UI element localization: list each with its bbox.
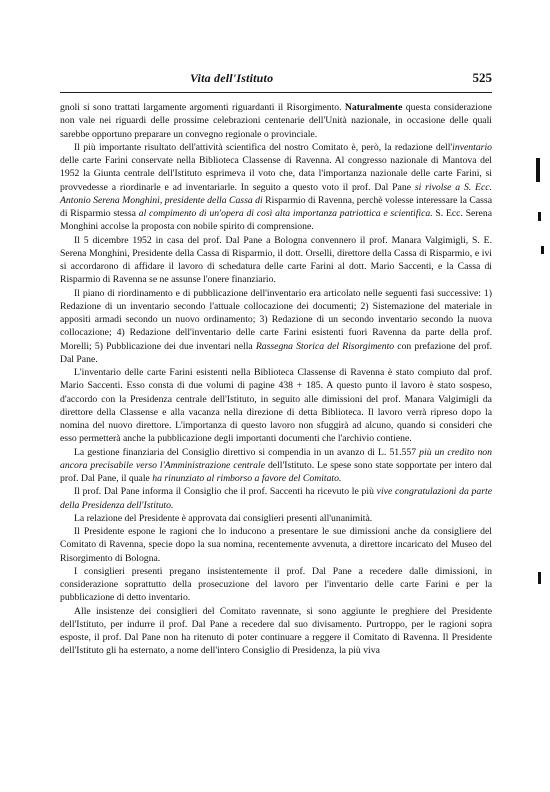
paragraph — [60, 366, 492, 446]
bold-text: Naturalmente — [344, 102, 403, 113]
text-run: I consiglieri presenti pregano insistentemente il prof. Dal Pane a recedere dalle dimissioni, in considerazione soprattutto della prosecuzione del lavoro per l'inventario delle carte Farini e per la pubblicazione di detto inventario. — [60, 565, 492, 604]
text-run: La gestione finanziaria del Consiglio direttivo si compendia in un avanzo di L. 51.557 — [74, 446, 420, 458]
paragraph — [60, 101, 492, 141]
margin-mark — [538, 212, 541, 221]
text-run: Risparmio di Ravenna, perchè volesse interessare la Cassa di Risparmio stessa — [60, 194, 492, 219]
paragraph — [60, 446, 492, 486]
text-run: Il prof. Dal Pane informa il Consiglio che il prof. Saccenti ha ricevuto le più — [74, 486, 377, 498]
text-run: Il più importante risultato dell'attività scientifica del nostro Comitato è, però, la redazione dell' — [74, 141, 453, 153]
margin-mark — [541, 246, 544, 254]
paragraph — [60, 512, 492, 525]
italic-text: più un credito non ancora precisabile verso l'Amministrazione centrale — [60, 446, 492, 471]
text-run: Il Presidente espone le ragioni che lo inducono a presentare le sue dimissioni anche da consigliere del Comitato di Ravenna, specie dopo la sua nomina, recentemente avvenuta, a direttore incaricato del Museo del Risorgimento di Bologna. — [60, 526, 492, 564]
paragraph — [60, 141, 492, 234]
text-run: L'inventario delle carte Farini esistenti nella Biblioteca Classense di Ravenna è stato compiuto dal prof. Mario Saccenti. Esso consta di due volumi di pagine 438 + 185. A questo punto il lavoro è stato sospeso, d'accordo con la Presidenza centrale dell'Istituto, in seguito alle dimissioni del prof. Manara Valgimigli da direttore della Classense e alla vacanza nella direzione di detta Biblioteca. Il lavoro verrà ripreso dopo la nomina del nuovo direttore. L'importanza di questo lavoro non sfuggirà ad alcuno, quando si consideri che esso permetterà anche la pubblicazione degli importanti documenti che l'archivio contiene. — [60, 367, 492, 445]
italic-text: si rivolse a S. Ecc. Antonio Serena Monghini, presidente della Cassa di — [60, 181, 492, 206]
text-run: delle carte Farini conservate nella Biblioteca Classense di Ravenna. Al congresso nazionale di Mantova del 1952 la Giunta centrale dell'Istituto esprimeva il voto che, data l'importanza nazionale delle carte Farini, si provvedesse a riordinarle e ad inventariarle. In seguito a questo voto il prof. Dal Pane — [60, 155, 492, 193]
page-header — [60, 70, 492, 93]
text-run: La relazione del Presidente è approvata dai consiglieri presenti all'unanimità. — [74, 512, 373, 524]
text-run: Il 5 dicembre 1952 in casa del prof. Dal Pane a Bologna convennero il prof. Manara Valgimigli, S. E. Serena Monghini, Presidente della Cassa di Risparmio, il dott. Orselli, direttore della Cassa di Risparmio, e ivi si accordarono di affidare il lavoro di schedatura delle carte Farini al dott. Mario Saccenti, e la Cassa di Risparmio di Ravenna se ne assunse l'onere finanziario. — [60, 234, 492, 286]
margin-mark — [536, 158, 540, 182]
text-run: con prefazione del prof. Dal Pane. — [60, 340, 492, 365]
paragraph — [60, 525, 492, 565]
body-text — [60, 101, 492, 658]
text-run: gnoli si sono trattati largamente argomenti riguardanti il Risorgimento. — [60, 102, 345, 113]
margin-mark — [538, 572, 541, 584]
paragraph — [60, 605, 492, 658]
running-head: Vita dell'Istituto — [190, 71, 274, 85]
paragraph — [60, 234, 492, 287]
text-run: dell'Istituto. Le spese sono state sopportate per intero dal prof. Dal Pane, il quale — [60, 459, 492, 484]
paragraph — [60, 287, 492, 367]
italic-text: Rassegna Storica del Risorgimento — [255, 340, 395, 352]
paragraph — [60, 565, 492, 605]
text-run: Il piano di riordinamento e di pubblicazione dell'inventario era articolato nelle seguenti fasi successive: 1) Redazione di un inventario secondo l'attuale collocazione dei documenti; 2) Sistemazione del materiale in appositi armadi secondo un nuovo ordinamento; 3) Redazione di un secondo inventario secondo la nuova collocazione; 4) Redazione dell'inventario delle carte Farini esistenti fuori Ravenna da parte della prof. Morelli; 5) Pubblicazione dei due inventari nella — [60, 287, 492, 352]
page-number: 525 — [472, 70, 492, 85]
italic-text: ha rinunziato al rimborso a favore del Comitato. — [152, 473, 342, 484]
italic-text: vive congratulazioni da parte della Presidenza dell'Istituto. — [60, 486, 492, 511]
italic-text: inventario — [452, 141, 492, 153]
paragraph — [60, 485, 492, 512]
text-run: questa considerazione non vale nei riguardi delle prossime celebrazioni centenarie dell'Unità nazionale, in occasione delle quali sarebbe opportuno preparare un convegno regionale o provinciale. — [60, 102, 492, 140]
italic-text: al compimento di un'opera di così alta importanza patriottica e scientifica. — [138, 208, 433, 219]
text-run: Alle insistenze dei consiglieri del Comitato ravennate, si sono aggiunte le preghiere del Presidente dell'Istituto, per indurre il prof. Dal Pane a recedere dal suo divisamento. Purtroppo, per le ragioni sopra esposte, il prof. Dal Pane non ha ritenuto di poter continuare a reggere il Comitato di Ravenna. Il Presidente dell'Istituto gli ha esternato, a nome dell'intero Consiglio di Presidenza, la più viva — [60, 605, 492, 657]
text-run: S. Ecc. Serena Monghini accolse la proposta con nobile spirito di comprensione. — [60, 208, 492, 233]
